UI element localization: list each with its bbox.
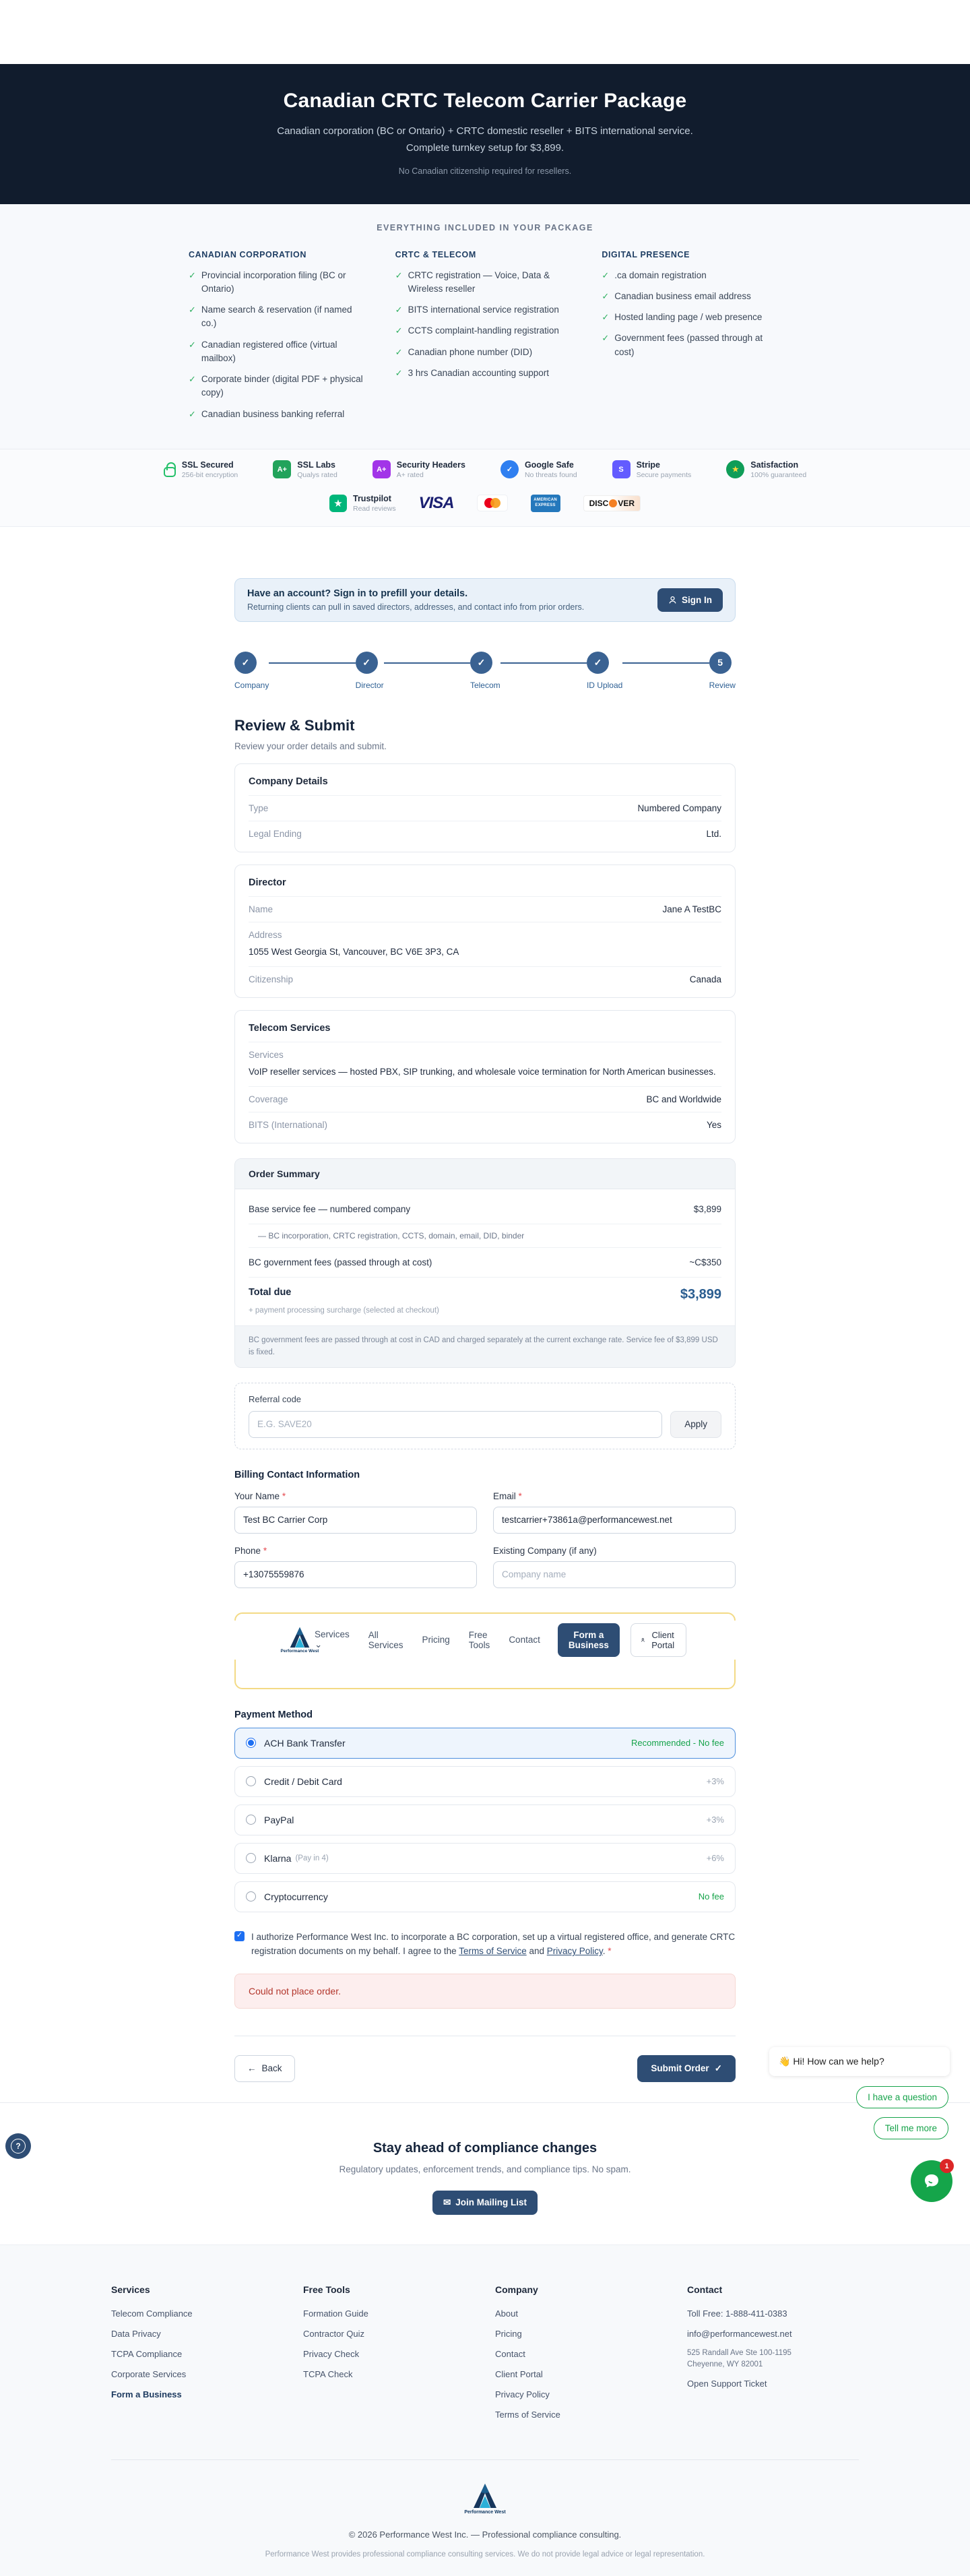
radio-icon bbox=[246, 1853, 256, 1863]
detail-row: Services VoIP reseller services — hosted PBX, SIP trunking, and wholesale voice termination for North American businesses. bbox=[249, 1042, 721, 1086]
step-check-icon: ✓ bbox=[356, 652, 378, 674]
chat-launcher-button[interactable] bbox=[911, 2160, 952, 2202]
check-icon: ✓ bbox=[395, 367, 403, 378]
detail-row: Legal Ending Ltd. bbox=[249, 821, 721, 846]
payment-option-crypto[interactable]: Cryptocurrency No fee bbox=[234, 1881, 736, 1912]
mastercard-logo bbox=[477, 495, 508, 511]
included-item: ✓ Canadian business email address bbox=[602, 290, 781, 303]
payment-option-ach[interactable]: ACH Bank Transfer Recommended - No fee bbox=[234, 1728, 736, 1759]
footer-link-terms-of-service[interactable]: Terms of Service bbox=[495, 2409, 560, 2420]
footer-link-data-privacy[interactable]: Data Privacy bbox=[111, 2328, 161, 2339]
top-whitespace bbox=[0, 0, 970, 64]
radio-selected-icon bbox=[246, 1738, 256, 1748]
step-telecom[interactable]: ✓ Telecom bbox=[470, 652, 500, 690]
included-item: ✓ Canadian phone number (DID) bbox=[395, 346, 575, 359]
included-column-title: CANADIAN CORPORATION bbox=[189, 249, 306, 259]
director-card bbox=[234, 865, 736, 998]
footer-link-about[interactable]: About bbox=[495, 2308, 518, 2319]
visa-logo: VISA bbox=[418, 493, 454, 512]
chevron-down-icon: ⌄ bbox=[315, 1639, 323, 1650]
user-icon bbox=[668, 596, 677, 604]
check-icon: ✓ bbox=[189, 374, 196, 384]
check-icon: ✓ bbox=[189, 305, 196, 315]
payment-method-heading: Payment Method bbox=[234, 1709, 313, 1720]
footer-link-contractor-quiz[interactable]: Contractor Quiz bbox=[303, 2328, 365, 2339]
back-button[interactable]: ← Back bbox=[234, 2055, 295, 2082]
terms-of-service-link[interactable]: Terms of Service bbox=[459, 1946, 527, 1957]
total-amount: $3,899 bbox=[680, 1287, 721, 1302]
card-title: Company Details bbox=[249, 776, 328, 787]
nav-link-contact[interactable]: Contact bbox=[509, 1635, 540, 1645]
question-mark-icon: ? bbox=[11, 2139, 26, 2154]
detail-row: Name Jane A TestBC bbox=[249, 896, 721, 922]
nav-link-pricing[interactable]: Pricing bbox=[422, 1635, 450, 1645]
padlock-icon bbox=[164, 467, 176, 477]
footer-link-privacy-check[interactable]: Privacy Check bbox=[303, 2348, 360, 2359]
trustpilot-star-icon: ★ bbox=[329, 495, 347, 512]
signin-subtitle: Returning clients can pull in saved directors, addresses, and contact info from prior orders. bbox=[247, 602, 585, 612]
included-item: ✓ Canadian business banking referral bbox=[189, 408, 368, 421]
performance-west-logo bbox=[472, 2483, 498, 2509]
check-icon: ✓ bbox=[602, 312, 610, 322]
trust-badges-section bbox=[0, 449, 970, 527]
signin-title: Have an account? Sign in to prefill your details. bbox=[247, 588, 468, 599]
existing-company-field: Existing Company (if any) Company name bbox=[493, 1546, 736, 1588]
chat-unread-badge: 1 bbox=[940, 2159, 954, 2173]
summary-row-base-detail: — BC incorporation, CRTC registration, CCTS, domain, email, DID, binder bbox=[249, 1224, 721, 1248]
referral-code-input[interactable] bbox=[249, 1411, 662, 1438]
footer-email-link[interactable]: info@performancewest.net bbox=[687, 2328, 792, 2339]
footer-link-formation-guide[interactable]: Formation Guide bbox=[303, 2308, 368, 2319]
detail-row: BITS (International) Yes bbox=[249, 1112, 721, 1137]
check-icon: ✓ bbox=[189, 339, 196, 350]
email-field: Email * testcarrier+73861a@performancewest.net bbox=[493, 1491, 736, 1534]
step-id-upload[interactable]: ✓ ID Upload bbox=[587, 652, 622, 690]
included-column-title: DIGITAL PRESENCE bbox=[602, 249, 690, 259]
nav-link-free-tools[interactable]: Free Tools bbox=[468, 1629, 490, 1650]
included-item: ✓ BITS international service registration bbox=[395, 303, 575, 317]
check-icon: ✓ bbox=[602, 270, 610, 280]
step-company[interactable]: ✓ Company bbox=[234, 652, 269, 690]
your-name-input[interactable] bbox=[234, 1507, 477, 1534]
mastercard-orange-circle bbox=[490, 498, 500, 508]
user-icon bbox=[641, 1636, 645, 1644]
footer-column-services: Services Telecom Compliance Data Privacy TCPA Compliance Corporate Services Form a Business bbox=[111, 2284, 283, 2430]
included-column-digital bbox=[602, 250, 781, 429]
card-title: Telecom Services bbox=[249, 1023, 331, 1034]
radio-icon bbox=[246, 1815, 256, 1825]
error-alert: Could not place order. bbox=[234, 1974, 736, 2009]
billing-heading: Billing Contact Information bbox=[234, 1469, 360, 1480]
order-summary-card bbox=[234, 1158, 736, 1368]
mailing-heading: Stay ahead of compliance changes bbox=[373, 2140, 597, 2156]
check-circle-icon: ✓ bbox=[500, 460, 519, 478]
nav-link-services[interactable]: Services ⌄ bbox=[315, 1629, 350, 1650]
step-check-icon: ✓ bbox=[587, 652, 609, 674]
included-item: ✓ 3 hrs Canadian accounting support bbox=[395, 367, 575, 380]
chat-quick-reply-question[interactable]: I have a question bbox=[856, 2086, 948, 2108]
star-circle-icon: ★ bbox=[726, 460, 744, 478]
footer-divider bbox=[111, 2459, 859, 2460]
included-item: ✓ CRTC registration — Voice, Data & Wireless reseller bbox=[395, 269, 575, 296]
included-item: ✓ Provincial incorporation filing (BC or Ontario) bbox=[189, 269, 368, 296]
discover-circle-icon bbox=[609, 499, 617, 507]
check-icon: ✓ bbox=[395, 346, 403, 357]
chat-bubble-icon bbox=[922, 2171, 942, 2191]
card-title: Director bbox=[249, 877, 286, 888]
check-icon: ✓ bbox=[395, 305, 403, 315]
required-asterisk: * bbox=[518, 1490, 522, 1501]
privacy-policy-link[interactable]: Privacy Policy bbox=[546, 1946, 603, 1957]
authorization-row bbox=[234, 1930, 736, 1959]
check-icon: ✓ bbox=[602, 290, 610, 301]
nav-overlay-zone bbox=[234, 1612, 736, 1689]
footer-link-form-a-business[interactable]: Form a Business bbox=[111, 2389, 182, 2399]
payment-option-paypal[interactable]: PayPal +3% bbox=[234, 1804, 736, 1835]
wave-emoji: 👋 bbox=[779, 2056, 791, 2067]
summary-row-base-fee: Base service fee — numbered company $3,899 bbox=[249, 1195, 721, 1224]
check-icon: ✓ bbox=[189, 270, 196, 280]
discover-logo: DISC VER bbox=[583, 495, 641, 511]
badge-ssl-labs: A+ SSL Labs Qualys rated bbox=[273, 460, 337, 479]
hero-banner bbox=[0, 64, 970, 204]
performance-west-logo bbox=[288, 1627, 311, 1648]
step-director[interactable]: ✓ Director bbox=[356, 652, 384, 690]
detail-row: Type Numbered Company bbox=[249, 795, 721, 821]
required-asterisk: * bbox=[608, 1946, 612, 1957]
footer-link-tcpa-check[interactable]: TCPA Check bbox=[303, 2368, 353, 2379]
check-icon: ✓ bbox=[189, 408, 196, 419]
existing-company-input[interactable] bbox=[493, 1561, 736, 1588]
stripe-icon: S bbox=[612, 460, 630, 478]
included-item: ✓ Name search & reservation (if named co.) bbox=[189, 303, 368, 331]
detail-row: Address 1055 West Georgia St, Vancouver, BC V6E 3P3, CA bbox=[249, 922, 721, 966]
badge-stripe: S Stripe Secure payments bbox=[612, 460, 692, 479]
surcharge-note: + payment processing surcharge (selected at checkout) bbox=[249, 1307, 439, 1315]
step-review[interactable]: 5 Review bbox=[709, 652, 736, 690]
footer-disclaimer: Performance West provides professional compliance consulting services. We do not provide legal advice or legal representation. bbox=[265, 2550, 705, 2558]
site-footer bbox=[0, 2244, 970, 2576]
included-item: ✓ CCTS complaint-handling registration bbox=[395, 324, 575, 338]
hero-subtitle: Canadian corporation (BC or Ontario) + CRTC domestic reseller + BITS international service. Complete turnkey setup for $3,899. bbox=[277, 125, 693, 154]
included-column-crtc bbox=[395, 250, 575, 429]
radio-icon bbox=[246, 1776, 256, 1786]
hero-note: No Canadian citizenship required for resellers. bbox=[398, 166, 572, 176]
badge-ssl-secured: SSL Secured 256-bit encryption bbox=[164, 460, 238, 479]
summary-row-total: Total due $3,899 bbox=[249, 1287, 721, 1302]
your-name-field: Your Name * Test BC Carrier Corp bbox=[234, 1491, 477, 1534]
included-heading: EVERYTHING INCLUDED IN YOUR PACKAGE bbox=[377, 222, 593, 232]
footer-column-free-tools: Free Tools Formation Guide Contractor Quiz Privacy Check TCPA Check bbox=[303, 2284, 475, 2430]
footer-link-tcpa-compliance[interactable]: TCPA Compliance bbox=[111, 2348, 183, 2359]
included-column-title: CRTC & TELECOM bbox=[395, 249, 476, 259]
footer-phone: Toll Free: 1-888-411-0383 bbox=[687, 2308, 787, 2319]
authorization-text: I authorize Performance West Inc. to incorporate a BC corporation, set up a virtual registered office, and generate CRTC registration documents on my behalf. I agree to the Terms of Service and Privacy Policy. * bbox=[251, 1931, 736, 1957]
payment-option-klarna[interactable]: Klarna (Pay in 4) +6% bbox=[234, 1843, 736, 1874]
step-connector bbox=[269, 662, 355, 664]
check-icon: ✓ bbox=[395, 270, 403, 280]
step-check-icon: ✓ bbox=[470, 652, 492, 674]
trustpilot-badge[interactable]: ★ Trustpilot Read reviews bbox=[329, 494, 396, 513]
included-column-corporation bbox=[189, 250, 368, 429]
step-check-icon: ✓ bbox=[234, 652, 257, 674]
checkout-main bbox=[234, 578, 736, 2082]
required-asterisk: * bbox=[282, 1490, 286, 1501]
help-button[interactable] bbox=[5, 2133, 31, 2159]
sign-in-button[interactable]: Sign In bbox=[657, 588, 723, 612]
mailing-subtitle: Regulatory updates, enforcement trends, and compliance tips. No spam. bbox=[339, 2164, 631, 2174]
summary-row-gov-fees: BC government fees (passed through at cost) ~C$350 bbox=[249, 1248, 721, 1278]
footer-link-pricing[interactable]: Pricing bbox=[495, 2328, 522, 2339]
join-mailing-list-button[interactable]: ✉ Join Mailing List bbox=[432, 2191, 538, 2215]
footer-link-client-portal[interactable]: Client Portal bbox=[495, 2368, 543, 2379]
nav-link-all-services[interactable]: All Services bbox=[368, 1629, 403, 1650]
check-icon: ✓ bbox=[395, 325, 403, 336]
phone-input[interactable] bbox=[234, 1561, 477, 1588]
check-icon: ✓ bbox=[602, 333, 610, 344]
detail-row: Citizenship Canada bbox=[249, 966, 721, 992]
included-item: ✓ Government fees (passed through at cost) bbox=[602, 332, 781, 359]
footer-link-telecom-compliance[interactable]: Telecom Compliance bbox=[111, 2308, 193, 2319]
check-icon: ✓ bbox=[714, 2063, 722, 2073]
included-item: ✓ Hosted landing page / web presence bbox=[602, 311, 781, 324]
arrow-left-icon: ← bbox=[247, 2063, 257, 2074]
submit-order-button[interactable]: Submit Order ✓ bbox=[637, 2055, 736, 2082]
form-a-business-button[interactable]: Form a Business bbox=[558, 1623, 620, 1657]
page-title: Canadian CRTC Telecom Carrier Package bbox=[283, 90, 687, 112]
review-subtitle: Review your order details and submit. bbox=[234, 741, 387, 751]
step-connector bbox=[384, 662, 470, 664]
telecom-services-card bbox=[234, 1010, 736, 1143]
footer-link-privacy-policy[interactable]: Privacy Policy bbox=[495, 2389, 550, 2399]
radio-icon bbox=[246, 1891, 256, 1902]
chat-greeting-bubble: 👋 Hi! How can we help? bbox=[769, 2047, 950, 2076]
included-section bbox=[0, 204, 970, 449]
navbar-brand[interactable]: Performance West bbox=[285, 1627, 315, 1654]
a-plus-badge-icon: A+ bbox=[373, 460, 391, 478]
chat-quick-reply-more[interactable]: Tell me more bbox=[874, 2117, 948, 2139]
client-portal-button[interactable]: Client Portal bbox=[630, 1623, 686, 1657]
footer-support-ticket-link[interactable]: Open Support Ticket bbox=[687, 2378, 767, 2389]
email-input[interactable] bbox=[493, 1507, 736, 1534]
badge-google-safe: ✓ Google Safe No threats found bbox=[500, 460, 577, 479]
footer-column-company: Company About Pricing Contact Client Portal Privacy Policy Terms of Service bbox=[495, 2284, 667, 2430]
phone-field: Phone * +13075559876 bbox=[234, 1546, 477, 1588]
envelope-icon: ✉ bbox=[443, 2197, 451, 2207]
detail-row: Coverage BC and Worldwide bbox=[249, 1086, 721, 1112]
footer-address-line1: 525 Randall Ave Ste 100-1195 bbox=[687, 2348, 791, 2357]
a-plus-badge-icon: A+ bbox=[273, 460, 291, 478]
signin-banner bbox=[234, 578, 736, 622]
included-item: ✓ Canadian registered office (virtual mailbox) bbox=[189, 338, 368, 366]
order-summary-title: Order Summary bbox=[235, 1159, 735, 1189]
included-item: ✓ .ca domain registration bbox=[602, 269, 781, 282]
included-item: ✓ Corporate binder (digital PDF + physical copy) bbox=[189, 373, 368, 400]
step-number: 5 bbox=[709, 652, 732, 674]
footer-link-contact[interactable]: Contact bbox=[495, 2348, 525, 2359]
footer-link-corporate-services[interactable]: Corporate Services bbox=[111, 2368, 187, 2379]
footer-address-line2: Cheyenne, WY 82001 bbox=[687, 2360, 763, 2368]
step-connector bbox=[500, 662, 587, 664]
required-asterisk: * bbox=[263, 1545, 267, 1556]
footer-brand: Performance West bbox=[0, 2483, 970, 2515]
mailing-list-section bbox=[0, 2102, 970, 2244]
company-details-card bbox=[234, 763, 736, 852]
footer-copyright: © 2026 Performance West Inc. — Professional compliance consulting. bbox=[348, 2529, 622, 2540]
order-summary-footnote: BC government fees are passed through at cost in CAD and charged separately at the current exchange rate. Service fee of $3,899 USD is fixed. bbox=[235, 1325, 735, 1367]
payment-option-card[interactable]: Credit / Debit Card +3% bbox=[234, 1766, 736, 1797]
badge-security-headers: A+ Security Headers A+ rated bbox=[373, 460, 465, 479]
authorization-checkbox[interactable]: ✓ bbox=[234, 1931, 245, 1941]
site-navbar bbox=[234, 1621, 736, 1660]
amex-logo: AMERICAN EXPRESS bbox=[531, 495, 560, 512]
apply-referral-button[interactable]: Apply bbox=[670, 1411, 721, 1438]
badge-satisfaction: ★ Satisfaction 100% guaranteed bbox=[726, 460, 806, 479]
referral-code-box bbox=[234, 1383, 736, 1449]
referral-label: Referral code bbox=[249, 1393, 302, 1404]
progress-stepper bbox=[234, 652, 736, 690]
review-heading: Review & Submit bbox=[234, 716, 355, 734]
step-connector bbox=[622, 662, 709, 664]
footer-column-contact: Contact Toll Free: 1-888-411-0383 info@performancewest.net 525 Randall Ave Ste 100-1195 Cheyenne, WY 82001 Open Support Ticket bbox=[687, 2284, 859, 2430]
